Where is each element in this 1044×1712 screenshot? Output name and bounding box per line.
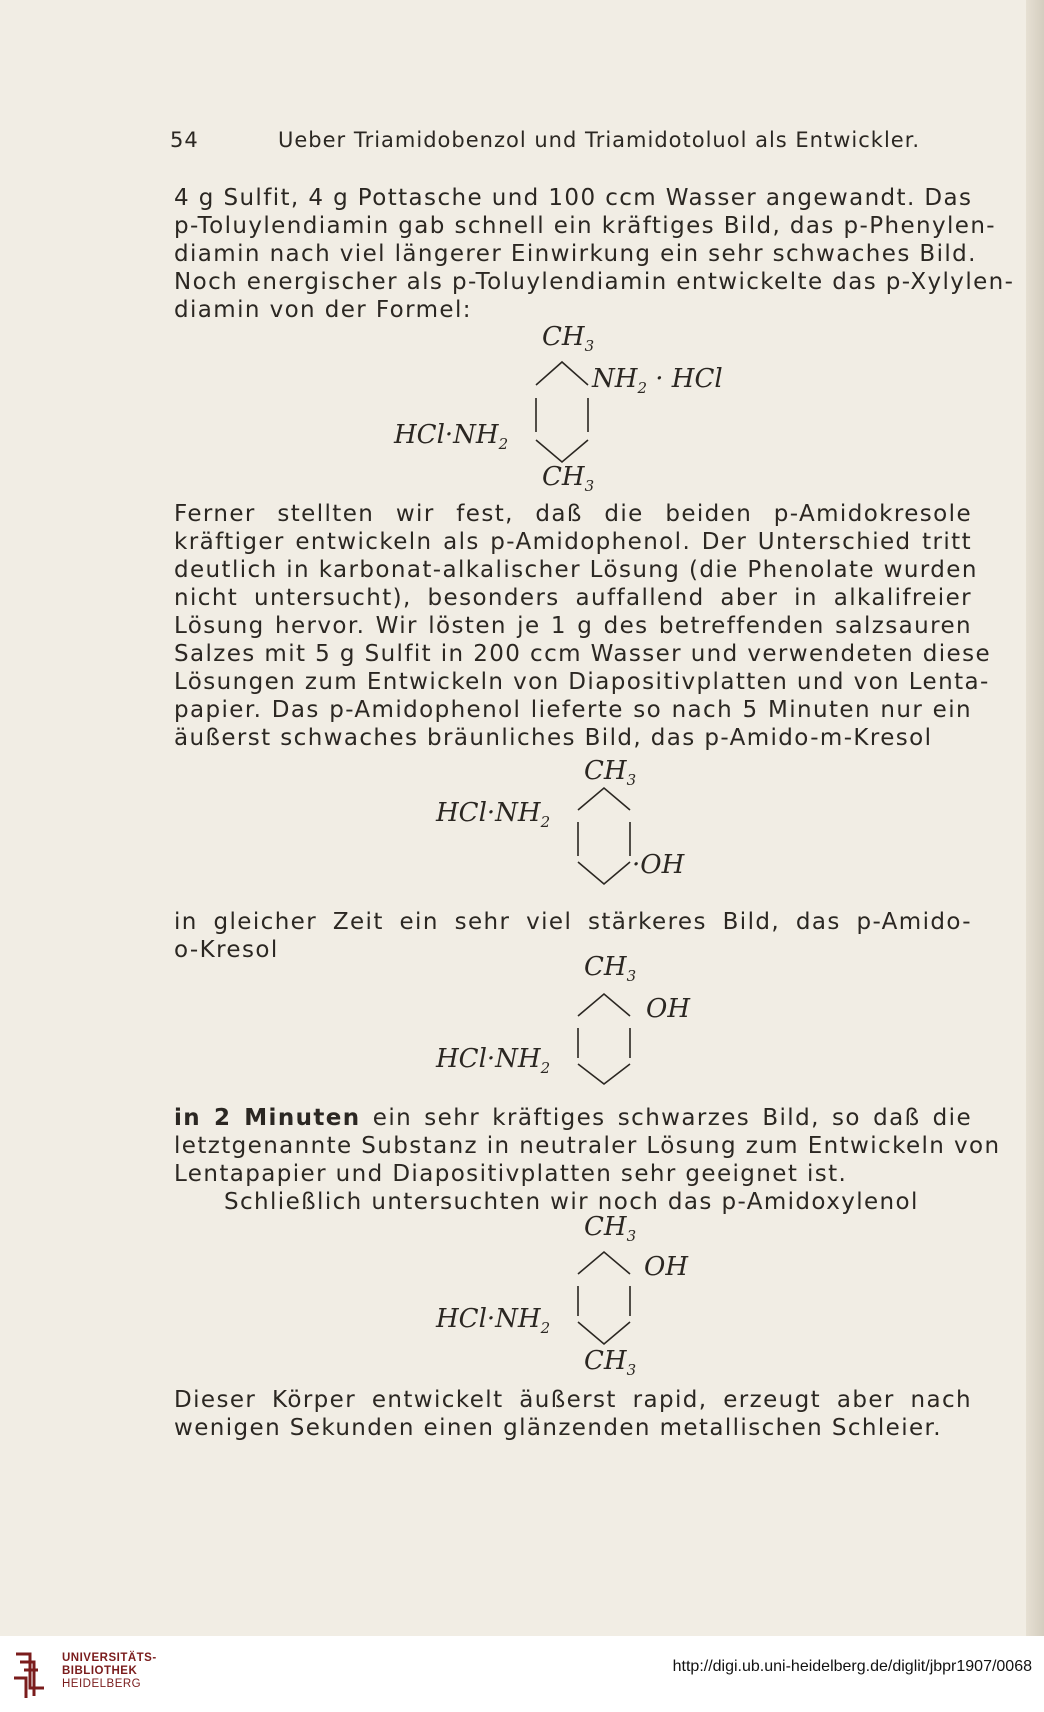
formula-oh: OH <box>646 994 690 1024</box>
text-line: diamin von der Formel: <box>174 297 472 323</box>
formula-xylylendiamine <box>390 322 770 496</box>
formula-ch3-bottom: $CH_3$ <box>542 462 595 496</box>
text-line: deutlich in karbonat-alkalischer Lösung (die Phenolate wurden <box>174 557 978 583</box>
formula-ch3-top: $CH_3$ <box>584 1212 637 1246</box>
text-line: wenigen Sekunden einen glänzenden metallischen Schleier. <box>174 1415 943 1441</box>
formula-hcl-nh2: $HCl\cdot NH_2$ <box>436 1304 551 1338</box>
text-line: letztgenannte Substanz in neutraler Lösung zum Entwickeln von <box>174 1133 1001 1159</box>
library-name: UNIVERSITÄTS- BIBLIOTHEK HEIDELBERG <box>62 1652 157 1690</box>
formula-hcl-nh2: $HCl\cdot NH_2$ <box>436 1044 551 1078</box>
text-line: Noch energischer als p-Toluylendiamin entwickelte das p-Xylylen- <box>174 269 1015 295</box>
paragraph-4 <box>174 1104 1001 1216</box>
library-logo-icon <box>10 1648 50 1702</box>
paragraph-2 <box>174 500 992 752</box>
page-number: 54 <box>170 128 199 152</box>
text-line: in 2 Minuten ein sehr kräftiges schwarzes Bild, so daß die <box>174 1105 972 1131</box>
formula-hcl-nh2: $HCl\cdot NH_2$ <box>394 420 509 454</box>
text-line: Dieser Körper entwickelt äußerst rapid, erzeugt aber nach <box>174 1387 972 1413</box>
text-line: nicht untersucht), besonders auffallend aber in alkalifreier <box>174 585 972 611</box>
formula-nh2-hcl: $NH_2$ · HCl <box>592 364 723 398</box>
running-title: Ueber Triamidobenzol und Triamidotoluol als Entwickler. <box>278 128 921 152</box>
text-line: p-Toluylendiamin gab schnell ein kräftiges Bild, das p-Phenylen- <box>174 213 997 239</box>
text-line: Lösung hervor. Wir lösten je 1 g des betreffenden salzsauren <box>174 613 972 639</box>
page-gutter-shadow <box>1026 0 1044 1712</box>
text-line: diamin nach viel längerer Einwirkung ein sehr schwaches Bild. <box>174 241 977 267</box>
paragraph-1 <box>174 184 1015 324</box>
formula-amido-m-kresol <box>432 756 752 906</box>
text-line: kräftiger entwickeln als p-Amidophenol. Der Unterschied tritt <box>174 529 972 555</box>
formula-amidoxylenol <box>432 1212 752 1382</box>
formula-ch3-bottom: $CH_3$ <box>584 1346 637 1380</box>
text-line: Lösungen zum Entwickeln von Diapositivplatten und von Lenta- <box>174 669 990 695</box>
formula-amido-o-kresol <box>432 952 752 1092</box>
text-line: äußerst schwaches bräunliches Bild, das p-Amido-m-Kresol <box>174 725 933 751</box>
paragraph-5 <box>174 1386 972 1442</box>
formula-ch3-top: $CH_3$ <box>584 952 637 986</box>
text-line: Lentapapier und Diapositivplatten sehr geeignet ist. <box>174 1161 848 1187</box>
text-line: papier. Das p-Amidophenol lieferte so nach 5 Minuten nur ein <box>174 697 972 723</box>
formula-hcl-nh2: $HCl\cdot NH_2$ <box>436 798 551 832</box>
formula-oh: ·OH <box>632 850 685 880</box>
text-line: in gleicher Zeit ein sehr viel stärkeres Bild, das p-Amido- <box>174 909 972 935</box>
permalink-url[interactable]: http://digi.ub.uni-heidelberg.de/diglit/jbpr1907/0068 <box>672 1658 1032 1675</box>
bold-phrase: in 2 Minuten <box>174 1105 361 1131</box>
text-line: 4 g Sulfit, 4 g Pottasche und 100 ccm Wasser angewandt. Das <box>174 185 973 211</box>
footer-bar <box>0 1636 1044 1712</box>
text-line: Salzes mit 5 g Sulfit in 200 ccm Wasser und verwendeten diese <box>174 641 992 667</box>
formula-ch3-top: $CH_3$ <box>542 322 595 356</box>
formula-ch3-top: $CH_3$ <box>584 756 637 790</box>
text-line: o-Kresol <box>174 937 279 963</box>
text-line: Ferner stellten wir fest, daß die beiden p-Amidokresole <box>174 501 972 527</box>
text-line: Schließlich untersuchten wir noch das p-Amidoxylenol <box>224 1189 919 1215</box>
formula-oh: OH <box>644 1252 688 1282</box>
